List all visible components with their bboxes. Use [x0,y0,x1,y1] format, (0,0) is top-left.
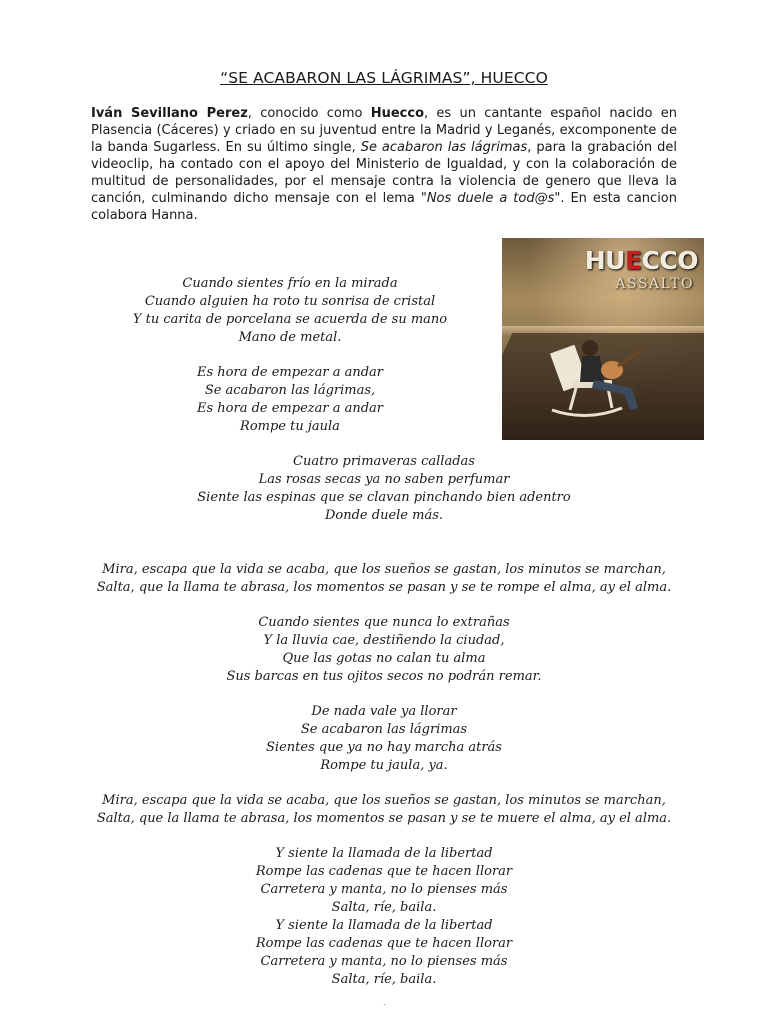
lyric-line: Siente las espinas que se clavan pinchando bien adentro [197,490,571,505]
lyrics-chorus-2 [0,792,768,828]
lyric-line: Sientes que ya no hay marcha atrás [266,740,502,755]
lyric-line: Cuando alguien ha roto tu sonrisa de cristal [144,294,436,309]
lyrics-chorus-1 [0,561,768,597]
lyric-line: Y siente la llamada de la libertad [275,846,493,861]
lyric-line: Cuatro primaveras calladas [293,454,475,469]
artist-alias: Huecco [370,106,425,121]
lyrics-stanza-5 [0,703,768,775]
lyric-line: Cuando sientes que nunca lo extrañas [258,615,510,630]
lyrics-stanza-2 [0,364,580,436]
lyric-line: Salta, ríe, baila. [331,900,437,915]
intro-text-3: , para la grabación del videoclip, ha contado con el apoyo del Ministerio de Igualdad, y con la colaboración de multitud de personalidades, por el mensaje contra la violencia de genero que lleva la canción, culminando dicho mensaje con el lema " [91,140,677,206]
lyric-line: Y siente la llamada de la libertad [275,918,493,933]
intro-text-1: , conocido como [247,106,371,121]
page-title: “SE ACABARON LAS LÁGRIMAS”, HUECCO [220,69,548,87]
lyric-line: Rompe tu jaula, ya. [320,758,448,773]
footer-mark: . [383,998,386,1007]
intro-text-4: ". En esta cancion colabora Hanna. [91,191,677,223]
lyric-line: Mira, escapa que la vida se acaba, que los sueños se gastan, los minutos se marchan, [102,793,666,808]
lyric-line: Carretera y manta, no lo pienses más [260,882,508,897]
lyrics-stanza-4 [0,614,768,686]
lyric-line: Donde duele más. [324,508,444,523]
lyric-line: Salta, que la llama te abrasa, los momentos se pasan y se te muere el alma, ay el alma. [96,811,672,826]
album-title: ASSALTO [615,276,694,292]
lyric-line: Rompe las cadenas que te hacen llorar [255,864,513,879]
lyric-line: Y tu carita de porcelana se acuerda de su mano [132,312,448,327]
lyric-line: Se acabaron las lágrimas [300,722,468,737]
intro-paragraph [91,105,677,224]
lyric-line: Mira, escapa que la vida se acaba, que los sueños se gastan, los minutos se marchan, [102,562,666,577]
lyrics-stanza-3 [0,453,768,525]
lyric-line: Salta, que la llama te abrasa, los momentos se pasan y se te rompe el alma, ay el alma. [96,580,672,595]
lyric-line: Sus barcas en tus ojitos secos no podrán remar. [226,669,542,684]
lyric-line: Rompe tu jaula [240,419,340,434]
lyric-line: Es hora de empezar a andar [196,365,383,380]
lyric-line: Cuando sientes frío en la mirada [182,276,398,291]
lyric-line: Carretera y manta, no lo pienses más [260,954,508,969]
lyrics-stanza-6 [0,845,768,989]
lyric-line: Es hora de empezar a andar [196,401,383,416]
lyric-line: Mano de metal. [238,330,342,345]
motto-text: Nos duele a tod@s [426,191,555,206]
artist-full-name: Iván Sevillano Perez [91,106,248,121]
lyric-line: Que las gotas no calan tu alma [282,651,486,666]
lyrics-stanza-1 [0,275,580,347]
intro-text-2: , es un cantante español nacido en Plasencia (Cáceres) y criado en su juventud entre la Madrid y Leganés, excomponente de la banda Sugarless. En su último single, [91,106,677,155]
lyric-line: De nada vale ya llorar [311,704,457,719]
lyric-line: Salta, ríe, baila. [331,972,437,987]
single-title: Se acabaron las lágrimas [360,140,528,155]
lyric-line: Rompe las cadenas que te hacen llorar [255,936,513,951]
lyric-line: Se acabaron las lágrimas, [204,383,376,398]
lyric-line: Las rosas secas ya no saben perfumar [258,472,510,487]
lyric-line: Y la lluvia cae, destiñendo la ciudad, [263,633,505,648]
artist-logo: HUECCO [584,246,698,275]
